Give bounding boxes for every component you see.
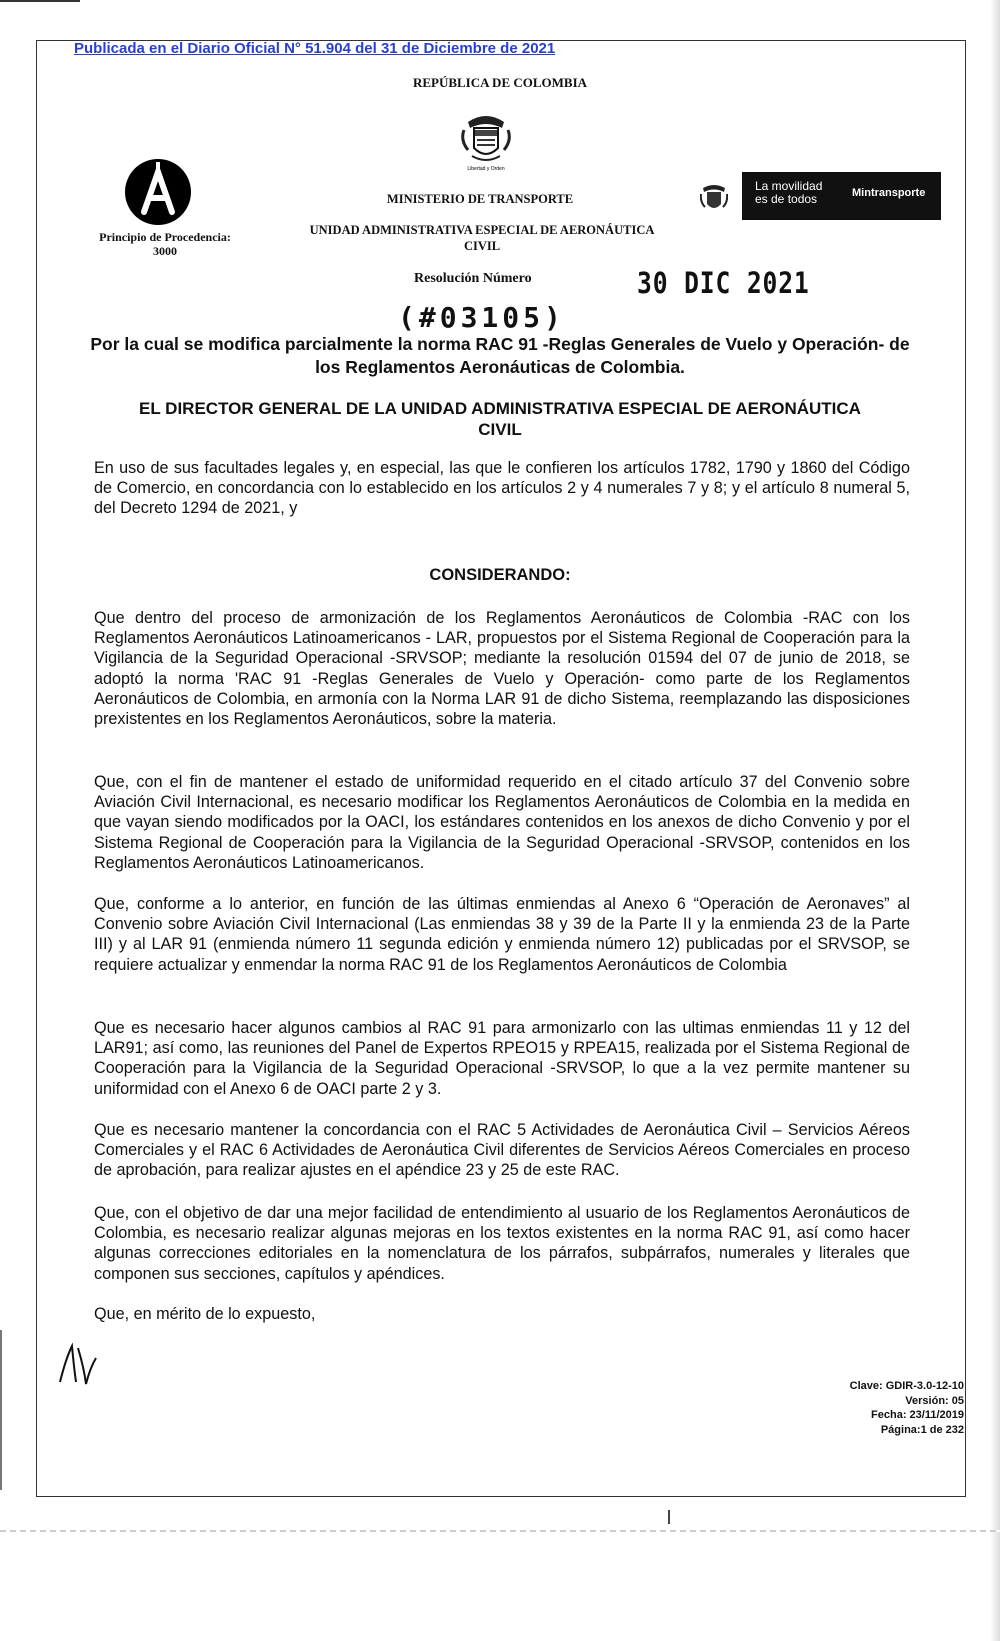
considerando-paragraph-7: Que, en mérito de lo expuesto, xyxy=(94,1305,316,1323)
scan-tick-mark xyxy=(668,1510,670,1524)
resolution-number-stamp: (#03105) xyxy=(398,301,565,334)
republica-heading: REPÚBLICA DE COLOMBIA xyxy=(412,75,588,90)
procedencia-block xyxy=(90,230,240,258)
control-clave: Clave: GDIR-3.0-12-10 xyxy=(849,1380,964,1392)
document-title: Por la cual se modifica parcialmente la norma RAC 91 -Reglas Generales de Vuelo y Operación- de los Reglamentos Aeronáuticas de Colombia. xyxy=(90,334,910,377)
control-version: Versión: 05 xyxy=(905,1394,964,1407)
mintransporte-slogan xyxy=(755,180,845,206)
date-stamp: 30 DIC 2021 xyxy=(637,266,810,300)
scan-artifact-left xyxy=(0,1330,8,1490)
control-pagina: Página:1 de 232 xyxy=(880,1423,964,1436)
intro-paragraph: En uso de sus facultades legales y, en especial, las que le confieren los artículos 1782, 1790 y 1860 del Código de Comercio, en concordancia con lo establecido en los artículos 2 y 4 numerales 7 y 8; y el artículo 8 numeral 5, del Decreto 1294 de 2021, y xyxy=(94,459,910,518)
procedencia-label: Principio de Procedencia: xyxy=(99,230,231,244)
ministerio-heading: MINISTERIO DE TRANSPORTE xyxy=(386,192,574,206)
government-shield-icon xyxy=(700,182,728,216)
document-control-block xyxy=(850,1379,964,1437)
aerocivil-logo-icon xyxy=(124,158,192,226)
considerando-paragraph-6: Que, con el objetivo de dar una mejor facilidad de entendimiento al usuario de los Reglamentos Aeronáuticos de Colombia, es necesario realizar algunas mejoras en los textos existentes en la norma RAC 91, así como hacer algunas correcciones editoriales en la nomenclatura de los párrafos, subpárrafos, numerales y literales que componen sus secciones, capítulos y apéndices. xyxy=(94,1204,910,1283)
scan-artifact-top xyxy=(0,0,80,2)
slogan-line-2: es de todos xyxy=(755,192,818,206)
considerando-paragraph-4: Que es necesario hacer algunos cambios al RAC 91 para armonizarlo con las ultimas enmiendas 11 y 12 del LAR91; así como, las reuniones del Panel de Expertos RPEO15 y RPEA15, realizada por el Sistema Regional de Cooperación para la Vigilancia de la Seguridad Operacional -SRVSOP, lo que a la vez permite mantener su uniformidad con el Anexo 6 de OACI parte 2 y 3. xyxy=(94,1019,910,1098)
unidad-heading xyxy=(292,222,672,254)
considerando-paragraph-2: Que, con el fin de mantener el estado de uniformidad requerido en el citado artículo 37 del Convenio sobre Aviación Civil Internacional, es necesario modificar los Reglamentos Aeronáuticos de Colombia en la medida en que vayan siendo modificados por la OACI, los estándares contenidos en los anexos de dicho Convenio y por el Sistema Regional de Cooperación para la Vigilancia de la Seguridad Operacional -SRVSOP, contenidos en los Reglamentos Aeronáuticos Latinoamericanos. xyxy=(94,773,910,872)
considerando-paragraph-3: Que, conforme a lo anterior, en función de las últimas enmiendas al Anexo 6 “Operación de Aeronaves” al Convenio sobre Aviación Civil Internacional (Las enmiendas 38 y 39 de la Parte II y la enmienda 23 de la Parte III) y al LAR 91 (enmienda número 11 segunda edición y enmienda número 12) publicadas por el SRVSOP, se requiere actualizar y enmendar la norma RAC 91 de los Reglamentos Aeronáuticos de Colombia xyxy=(94,895,910,974)
considerando-paragraph-5: Que es necesario mantener la concordancia con el RAC 5 Actividades de Aeronáutica Civil – Servicios Aéreos Comerciales y el RAC 6 Actividades de Aeronáutica Civil diferentes de Servicios Aéreos Comerciales en proceso de aprobación, para realizar ajustes en el apéndice 23 y 25 de este RAC. xyxy=(94,1121,910,1180)
director-heading: EL DIRECTOR GENERAL DE LA UNIDAD ADMINISTRATIVA ESPECIAL DE AERONÁUTICA CIVIL xyxy=(139,399,861,439)
unidad-line-2: CIVIL xyxy=(463,239,501,253)
procedencia-value: 3000 xyxy=(153,244,177,258)
control-fecha: Fecha: 23/11/2019 xyxy=(871,1409,964,1421)
initials-signature xyxy=(56,1338,102,1388)
coat-of-arms-icon xyxy=(458,108,514,174)
svg-text:Libertad y Orden: Libertad y Orden xyxy=(467,166,505,172)
considerando-paragraph-1: Que dentro del proceso de armonización de los Reglamentos Aeronáuticos de Colombia -RAC con los Reglamentos Aeronáuticos Latinoamericanos - LAR, propuestos por el Sistema Regional de Cooperación para la Vigilancia de la Seguridad Operacional -SRVSOP; mediante la resolución 01594 del 07 de junio de 2018, se adoptó la norma 'RAC 91 -Reglas Generales de Vuelo y Operación- como parte de los Reglamentos Aeronáuticos de Colombia, en armonía con la Norma LAR 91 de dicho Sistema, reemplazando las disposiciones prexistentes en los Reglamentos Aeronáuticos, sobre la materia. xyxy=(94,609,910,729)
publication-note[interactable]: Publicada en el Diario Oficial N° 51.904 del 31 de Diciembre de 2021 xyxy=(74,40,556,57)
considerando-heading: CONSIDERANDO: xyxy=(429,566,571,584)
scan-artifact-bottom xyxy=(0,1530,1000,1532)
slogan-line-1: La movilidad xyxy=(755,179,823,193)
scan-artifact-right xyxy=(990,0,1000,1641)
resolucion-label: Resolución Número xyxy=(414,271,532,286)
mintransporte-name: Mintransporte xyxy=(852,187,926,199)
mintransporte-logo xyxy=(742,172,941,220)
unidad-line-1: UNIDAD ADMINISTRATIVA ESPECIAL DE AERONÁUTICA xyxy=(309,223,655,237)
